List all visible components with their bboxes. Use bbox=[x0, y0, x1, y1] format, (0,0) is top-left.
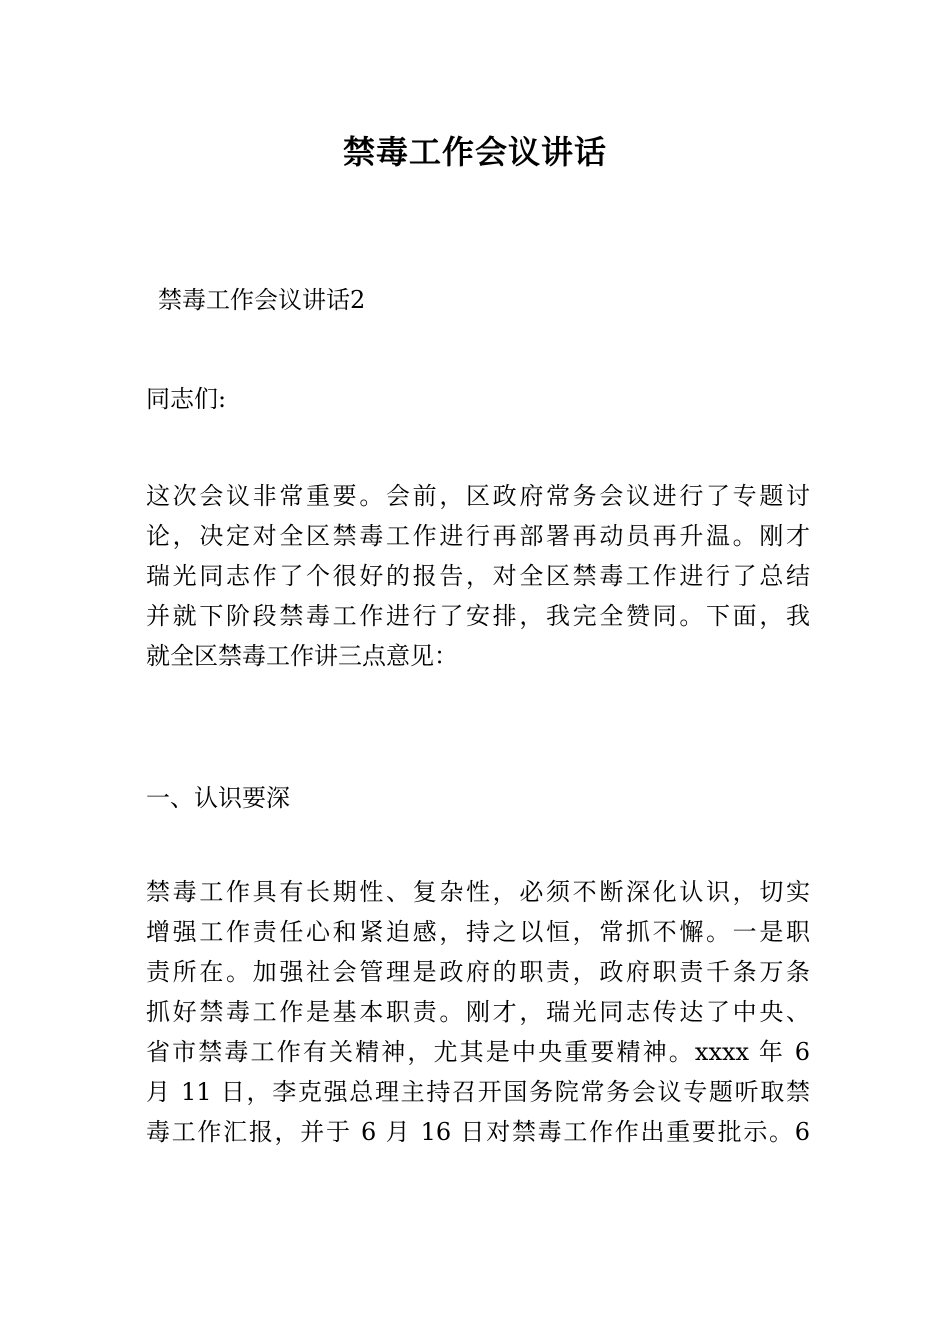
paragraph-line: 禁毒工作具有长期性、复杂性，必须不断深化认识，切实 bbox=[146, 878, 810, 906]
paragraph-section-one bbox=[146, 872, 810, 1152]
document-title: 禁毒工作会议讲话 bbox=[342, 133, 607, 171]
paragraph-intro bbox=[146, 476, 810, 676]
paragraph-line: 省市禁毒工作有关精神，尤其是中央重要精神。xxxx 年 6 bbox=[146, 1038, 810, 1066]
paragraph-line: 月 11 日，李克强总理主持召开国务院常务会议专题听取禁 bbox=[146, 1078, 810, 1106]
paragraph-line: 这次会议非常重要。会前，区政府常务会议进行了专题讨 bbox=[146, 482, 810, 510]
paragraph-line: 毒工作汇报，并于 6 月 16 日对禁毒工作作出重要批示。6 bbox=[146, 1118, 810, 1146]
document-subtitle: 禁毒工作会议讲话2 bbox=[158, 286, 366, 314]
paragraph-line: 责所在。加强社会管理是政府的职责，政府职责千条万条 bbox=[146, 958, 810, 986]
paragraph-line: 并就下阶段禁毒工作进行了安排，我完全赞同。下面，我 bbox=[146, 602, 810, 630]
paragraph-line: 抓好禁毒工作是基本职责。刚才，瑞光同志传达了中央、 bbox=[146, 998, 810, 1026]
salutation: 同志们: bbox=[146, 385, 227, 413]
paragraph-line: 瑞光同志作了个很好的报告，对全区禁毒工作进行了总结 bbox=[146, 562, 810, 590]
section-heading: 一、认识要深 bbox=[146, 784, 290, 812]
paragraph-line: 就全区禁毒工作讲三点意见： bbox=[146, 642, 458, 670]
paragraph-line: 论，决定对全区禁毒工作进行再部署再动员再升温。刚才 bbox=[146, 522, 810, 550]
paragraph-line: 增强工作责任心和紧迫感，持之以恒，常抓不懈。一是职 bbox=[146, 918, 810, 946]
